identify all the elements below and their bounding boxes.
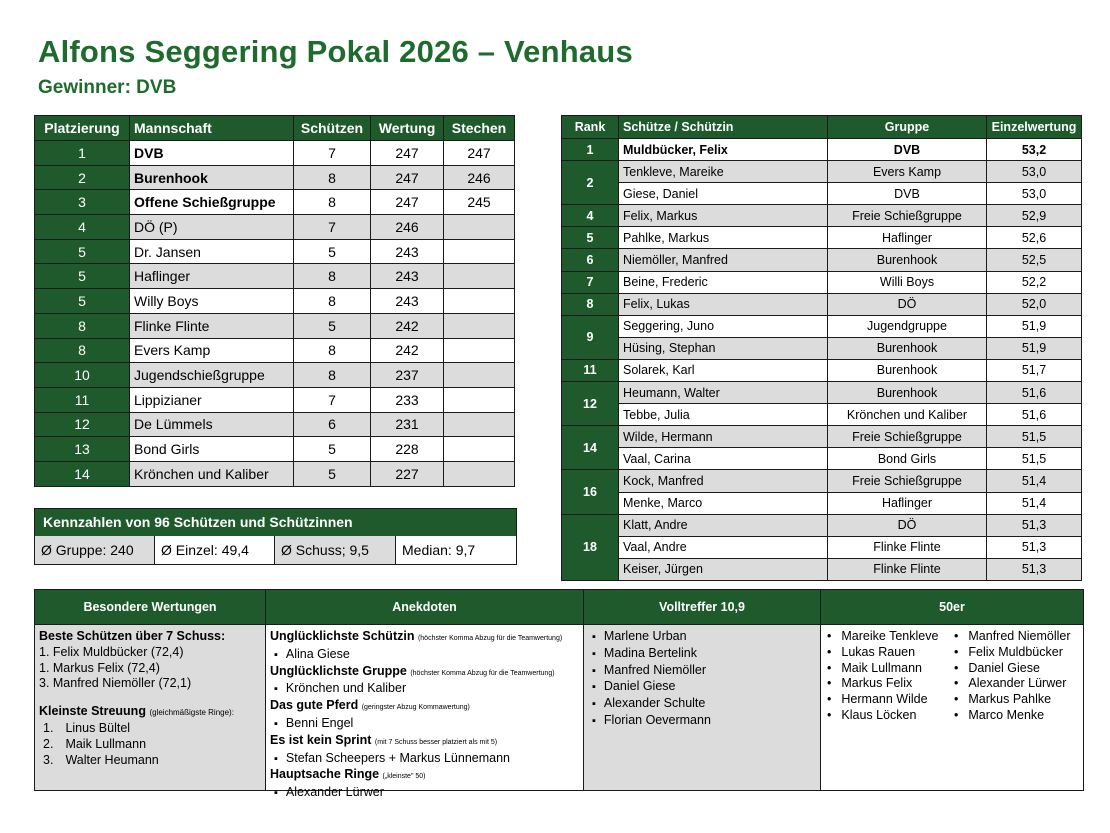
team-tiebreak: 246 [444, 165, 515, 190]
team-shooters: 5 [294, 461, 371, 486]
team-row [35, 289, 515, 314]
anecdote-title: Es ist kein Sprint [270, 732, 372, 747]
team-name: Lippizianer [130, 387, 294, 412]
team-score: 237 [371, 363, 444, 388]
fifty-item: • Marco Menke [954, 708, 1079, 724]
team-name: DVB [130, 141, 294, 166]
shooter-group: Krönchen und Kaliber [828, 404, 987, 426]
col-header-individual-score: Einzelwertung [987, 116, 1082, 139]
anecdote-title-line [270, 698, 579, 716]
fifty-item: • Manfred Niemöller [954, 629, 1079, 645]
individual-rank: 6 [562, 249, 619, 271]
team-name: Willy Boys [130, 289, 294, 314]
shooter-name: Menke, Marco [619, 492, 828, 514]
team-row [35, 363, 515, 388]
team-score: 227 [371, 461, 444, 486]
team-name: Jugendschießgruppe [130, 363, 294, 388]
team-row [35, 215, 515, 240]
team-tiebreak [444, 215, 515, 240]
streuung-heading: Kleinste Streuung [39, 704, 146, 719]
individual-row [562, 205, 1082, 227]
individual-row [562, 382, 1082, 404]
team-score: 242 [371, 313, 444, 338]
team-shooters: 8 [294, 165, 371, 190]
shooter-group: Willi Boys [828, 271, 987, 293]
shooter-score: 52,5 [987, 249, 1082, 271]
anecdote-value: ▪ Benni Engel [270, 716, 579, 733]
individual-row [562, 536, 1082, 558]
kennzahlen-title: Kennzahlen von 96 Schützen und Schützinnen [35, 509, 516, 536]
anecdote-title: Unglücklichste Schützin [270, 629, 415, 643]
anecdote-title: Das gute Pferd [270, 698, 359, 713]
anecdote-value: ▪ Alexander Lürwer [270, 785, 579, 802]
shooter-group: Burenhook [828, 249, 987, 271]
anecdotes-header: Anekdoten [266, 590, 583, 625]
fifty-item: • Klaus Löcken [827, 708, 952, 724]
team-name: Burenhook [130, 165, 294, 190]
team-tiebreak [444, 264, 515, 289]
shooter-group: DÖ [828, 514, 987, 536]
anecdotes-column [266, 590, 584, 800]
team-row [35, 338, 515, 363]
team-shooters: 5 [294, 239, 371, 264]
individual-table-header [562, 116, 1082, 139]
individual-row [562, 558, 1082, 580]
individual-row [562, 161, 1082, 183]
team-score: 247 [371, 165, 444, 190]
anecdote-note: (mit 7 Schuss besser platziert als mit 5) [374, 738, 498, 746]
shooter-name: Klatt, Andre [619, 514, 828, 536]
shooter-name: Tebbe, Julia [619, 404, 828, 426]
best-shooter-1: 1. Felix Muldbücker (72,4) [39, 644, 184, 659]
individual-ranking-table [561, 115, 1082, 581]
individual-row [562, 359, 1082, 381]
team-row [35, 239, 515, 264]
individual-row [562, 293, 1082, 315]
team-place: 2 [35, 165, 130, 190]
shooter-group: DVB [828, 183, 987, 205]
shooter-group: Haflinger [828, 492, 987, 514]
shooter-group: DÖ [828, 293, 987, 315]
individual-rank: 7 [562, 271, 619, 293]
individual-rank: 14 [562, 426, 619, 470]
col-header-group: Gruppe [828, 116, 987, 139]
individual-row [562, 470, 1082, 492]
individual-row [562, 404, 1082, 426]
fifty-item: • Markus Felix [827, 676, 952, 692]
streuung-item [39, 737, 261, 753]
team-tiebreak [444, 289, 515, 314]
individual-row [562, 492, 1082, 514]
team-tiebreak [444, 437, 515, 462]
team-shooters: 7 [294, 387, 371, 412]
shooter-group: Burenhook [828, 359, 987, 381]
shooter-name: Tenkleve, Mareike [619, 161, 828, 183]
streuung-heading-line [39, 704, 261, 721]
shooter-score: 51,6 [987, 404, 1082, 426]
anecdote-note: (höchster Komma Abzug für die Teamwertung) [410, 669, 555, 677]
team-score: 243 [371, 239, 444, 264]
team-shooters: 5 [294, 313, 371, 338]
shooter-group: Burenhook [828, 382, 987, 404]
best-shooter-2: 1. Markus Felix (72,4) [39, 660, 160, 675]
shooter-name: Muldbücker, Felix [619, 139, 828, 161]
anecdote-note: (geringster Abzug Kommawertung) [361, 704, 470, 712]
team-place: 8 [35, 338, 130, 363]
team-tiebreak [444, 338, 515, 363]
shooter-name: Beine, Frederic [619, 271, 828, 293]
shooter-name: Vaal, Carina [619, 448, 828, 470]
team-shooters: 8 [294, 289, 371, 314]
individual-rank: 5 [562, 227, 619, 249]
shooter-name: Keiser, Jürgen [619, 558, 828, 580]
special-scores-body [35, 625, 265, 790]
fifty-list-2 [952, 629, 1079, 786]
team-name: Offene Schießgruppe [130, 190, 294, 215]
col-header-team: Mannschaft [130, 116, 294, 141]
team-tiebreak: 245 [444, 190, 515, 215]
shooter-score: 51,7 [987, 359, 1082, 381]
fifty-item: • Felix Muldbücker [954, 645, 1079, 661]
fifty-item: • Mareike Tenkleve [827, 629, 952, 645]
team-place: 1 [35, 141, 130, 166]
streuung-num: 2. [43, 736, 54, 751]
team-place: 12 [35, 412, 130, 437]
shooter-score: 51,5 [987, 448, 1082, 470]
team-tiebreak: 247 [444, 141, 515, 166]
kennzahlen-box [34, 508, 517, 565]
best-shooter-3: 3. Manfred Niemöller (72,1) [39, 676, 192, 691]
individual-row [562, 227, 1082, 249]
team-name: Bond Girls [130, 437, 294, 462]
team-row [35, 412, 515, 437]
team-table-header [35, 116, 515, 141]
team-ranking-table [34, 115, 515, 487]
streuung-num: 3. [43, 752, 54, 767]
individual-row [562, 337, 1082, 359]
team-name: DÖ (P) [130, 215, 294, 240]
team-row [35, 190, 515, 215]
team-place: 13 [35, 437, 130, 462]
shooter-name: Pahlke, Markus [619, 227, 828, 249]
team-row [35, 387, 515, 412]
shooter-group: Evers Kamp [828, 161, 987, 183]
col-header-score: Wertung [371, 116, 444, 141]
fifty-list-1 [825, 629, 952, 786]
team-score: 228 [371, 437, 444, 462]
special-scores-header: Besondere Wertungen [35, 590, 265, 625]
team-name: Evers Kamp [130, 338, 294, 363]
winner-subtitle: Gewinner: DVB [38, 77, 177, 98]
team-shooters: 6 [294, 412, 371, 437]
fifty-item: • Maik Lullmann [827, 661, 952, 677]
team-tiebreak [444, 461, 515, 486]
individual-rank: 2 [562, 161, 619, 205]
best-shooters-heading: Beste Schützen über 7 Schuss: [39, 629, 226, 643]
shooter-score: 51,3 [987, 536, 1082, 558]
team-name: Flinke Flinte [130, 313, 294, 338]
col-header-place: Platzierung [35, 116, 130, 141]
streuung-name: Walter Heumann [65, 752, 159, 767]
shooter-score: 51,6 [987, 382, 1082, 404]
team-score: 243 [371, 264, 444, 289]
col-header-shooter: Schütze / Schützin [619, 116, 828, 139]
individual-row [562, 514, 1082, 536]
shooter-group: Bond Girls [828, 448, 987, 470]
individual-row [562, 183, 1082, 205]
team-score: 233 [371, 387, 444, 412]
fifty-body [821, 625, 1083, 790]
team-score: 242 [371, 338, 444, 363]
shooter-name: Solarek, Karl [619, 359, 828, 381]
shooter-group: Haflinger [828, 227, 987, 249]
shooter-group: Freie Schießgruppe [828, 470, 987, 492]
fifty-column [821, 590, 1083, 790]
bullseye-item: ▪ Daniel Giese [588, 679, 816, 696]
team-tiebreak [444, 387, 515, 412]
team-name: Krönchen und Kaliber [130, 461, 294, 486]
anecdotes-body [266, 625, 583, 806]
team-shooters: 5 [294, 437, 371, 462]
individual-rank: 8 [562, 293, 619, 315]
col-header-rank: Rank [562, 116, 619, 139]
shooter-name: Niemöller, Manfred [619, 249, 828, 271]
page-title: Alfons Seggering Pokal 2026 – Venhaus [38, 34, 633, 69]
team-tiebreak [444, 363, 515, 388]
anecdote-value: ▪ Stefan Scheepers + Markus Lünnemann [270, 751, 579, 768]
fifty-item: • Alexander Lürwer [954, 676, 1079, 692]
bullseye-item: ▪ Madina Bertelink [588, 646, 816, 663]
special-scores-column [35, 590, 266, 790]
team-row [35, 313, 515, 338]
team-place: 5 [35, 289, 130, 314]
team-name: Haflinger [130, 264, 294, 289]
shooter-name: Felix, Markus [619, 205, 828, 227]
anecdote-note: („kleinste" 50) [382, 773, 426, 781]
shooter-score: 51,4 [987, 470, 1082, 492]
shooter-score: 51,3 [987, 514, 1082, 536]
individual-row [562, 315, 1082, 337]
individual-rank: 4 [562, 205, 619, 227]
shooter-score: 51,4 [987, 492, 1082, 514]
shooter-group: Freie Schießgruppe [828, 205, 987, 227]
team-name: Dr. Jansen [130, 239, 294, 264]
individual-rank: 16 [562, 470, 619, 514]
anecdote-title-line [270, 767, 579, 785]
team-place: 14 [35, 461, 130, 486]
shooter-score: 52,0 [987, 293, 1082, 315]
shooter-group: Jugendgruppe [828, 315, 987, 337]
shooter-group: Burenhook [828, 337, 987, 359]
shooter-name: Kock, Manfred [619, 470, 828, 492]
team-place: 8 [35, 313, 130, 338]
bullseye-item: ▪ Manfred Niemöller [588, 663, 816, 680]
col-header-shooters: Schützen [294, 116, 371, 141]
shooter-group: DVB [828, 139, 987, 161]
team-tiebreak [444, 239, 515, 264]
team-score: 247 [371, 190, 444, 215]
team-score: 243 [371, 289, 444, 314]
shooter-group: Flinke Flinte [828, 558, 987, 580]
shooter-score: 53,0 [987, 161, 1082, 183]
team-tiebreak [444, 412, 515, 437]
shooter-name: Felix, Lukas [619, 293, 828, 315]
shooter-name: Vaal, Andre [619, 536, 828, 558]
shooter-score: 51,3 [987, 558, 1082, 580]
shooter-name: Heumann, Walter [619, 382, 828, 404]
fifty-item: • Lukas Rauen [827, 645, 952, 661]
team-row [35, 264, 515, 289]
individual-row [562, 249, 1082, 271]
fifty-item: • Daniel Giese [954, 661, 1079, 677]
bullseye-item: ▪ Marlene Urban [588, 629, 816, 646]
shooter-score: 52,9 [987, 205, 1082, 227]
team-score: 247 [371, 141, 444, 166]
shooter-name: Giese, Daniel [619, 183, 828, 205]
individual-rank: 18 [562, 514, 619, 580]
shooter-name: Wilde, Hermann [619, 426, 828, 448]
shooter-score: 52,6 [987, 227, 1082, 249]
anecdote-note: (höchster Komma Abzug für die Teamwertung) [417, 635, 563, 642]
team-row [35, 165, 515, 190]
team-place: 10 [35, 363, 130, 388]
anecdote-title-line [270, 664, 579, 682]
team-shooters: 7 [294, 215, 371, 240]
individual-row [562, 426, 1082, 448]
streuung-num: 1. [43, 720, 54, 735]
streuung-item [39, 721, 261, 737]
team-place: 5 [35, 264, 130, 289]
anecdote-value: ▪ Alina Giese [270, 647, 579, 664]
individual-rank: 12 [562, 382, 619, 426]
median: Median: 9,7 [402, 542, 476, 558]
streuung-name: Linus Bültel [65, 720, 131, 735]
team-name: De Lümmels [130, 412, 294, 437]
team-score: 231 [371, 412, 444, 437]
team-place: 11 [35, 387, 130, 412]
avg-group: Ø Gruppe: 240 [35, 536, 155, 564]
shooter-score: 51,9 [987, 315, 1082, 337]
anecdote-title: Unglücklichste Gruppe [270, 663, 407, 678]
fifty-header: 50er [821, 590, 1083, 625]
col-header-tiebreak: Stechen [444, 116, 515, 141]
kennzahlen-row [35, 536, 516, 564]
shooter-name: Hüsing, Stephan [619, 337, 828, 359]
individual-row [562, 271, 1082, 293]
avg-shot: Ø Schuss; 9,5 [275, 536, 396, 564]
avg-individual: Ø Einzel: 49,4 [155, 536, 275, 564]
team-place: 3 [35, 190, 130, 215]
team-shooters: 8 [294, 338, 371, 363]
team-shooters: 7 [294, 141, 371, 166]
bullseye-item: ▪ Alexander Schulte [588, 696, 816, 713]
shooter-score: 51,9 [987, 337, 1082, 359]
team-shooters: 8 [294, 264, 371, 289]
anecdote-title-line [270, 733, 579, 751]
shooter-group: Flinke Flinte [828, 536, 987, 558]
bullseye-item: ▪ Florian Oevermann [588, 713, 816, 730]
individual-rank: 11 [562, 359, 619, 381]
team-place: 5 [35, 239, 130, 264]
bullseye-column [584, 590, 821, 790]
anecdote-title-line [270, 629, 579, 647]
individual-rank: 9 [562, 315, 619, 359]
shooter-name: Seggering, Juno [619, 315, 828, 337]
team-row [35, 141, 515, 166]
team-score: 246 [371, 215, 444, 240]
team-shooters: 8 [294, 190, 371, 215]
individual-rank: 1 [562, 139, 619, 161]
streuung-name: Maik Lullmann [65, 736, 147, 751]
team-shooters: 8 [294, 363, 371, 388]
fifty-item: • Hermann Wilde [827, 692, 952, 708]
streuung-note: (gleichmäßigste Ringe): [149, 708, 234, 718]
team-place: 4 [35, 215, 130, 240]
bullseye-body [584, 625, 820, 790]
anecdote-value: ▪ Krönchen und Kaliber [270, 681, 579, 698]
shooter-score: 52,2 [987, 271, 1082, 293]
anecdote-title: Hauptsache Ringe [270, 767, 380, 782]
shooter-score: 53,0 [987, 183, 1082, 205]
individual-row [562, 448, 1082, 470]
team-row [35, 461, 515, 486]
team-tiebreak [444, 313, 515, 338]
shooter-score: 53,2 [987, 139, 1082, 161]
bottom-panel [34, 589, 1084, 800]
individual-row [562, 139, 1082, 161]
fifty-item: • Markus Pahlke [954, 692, 1079, 708]
shooter-score: 51,5 [987, 426, 1082, 448]
bullseye-header: Volltreffer 10,9 [584, 590, 820, 625]
streuung-item [39, 753, 261, 769]
team-row [35, 437, 515, 462]
shooter-group: Freie Schießgruppe [828, 426, 987, 448]
